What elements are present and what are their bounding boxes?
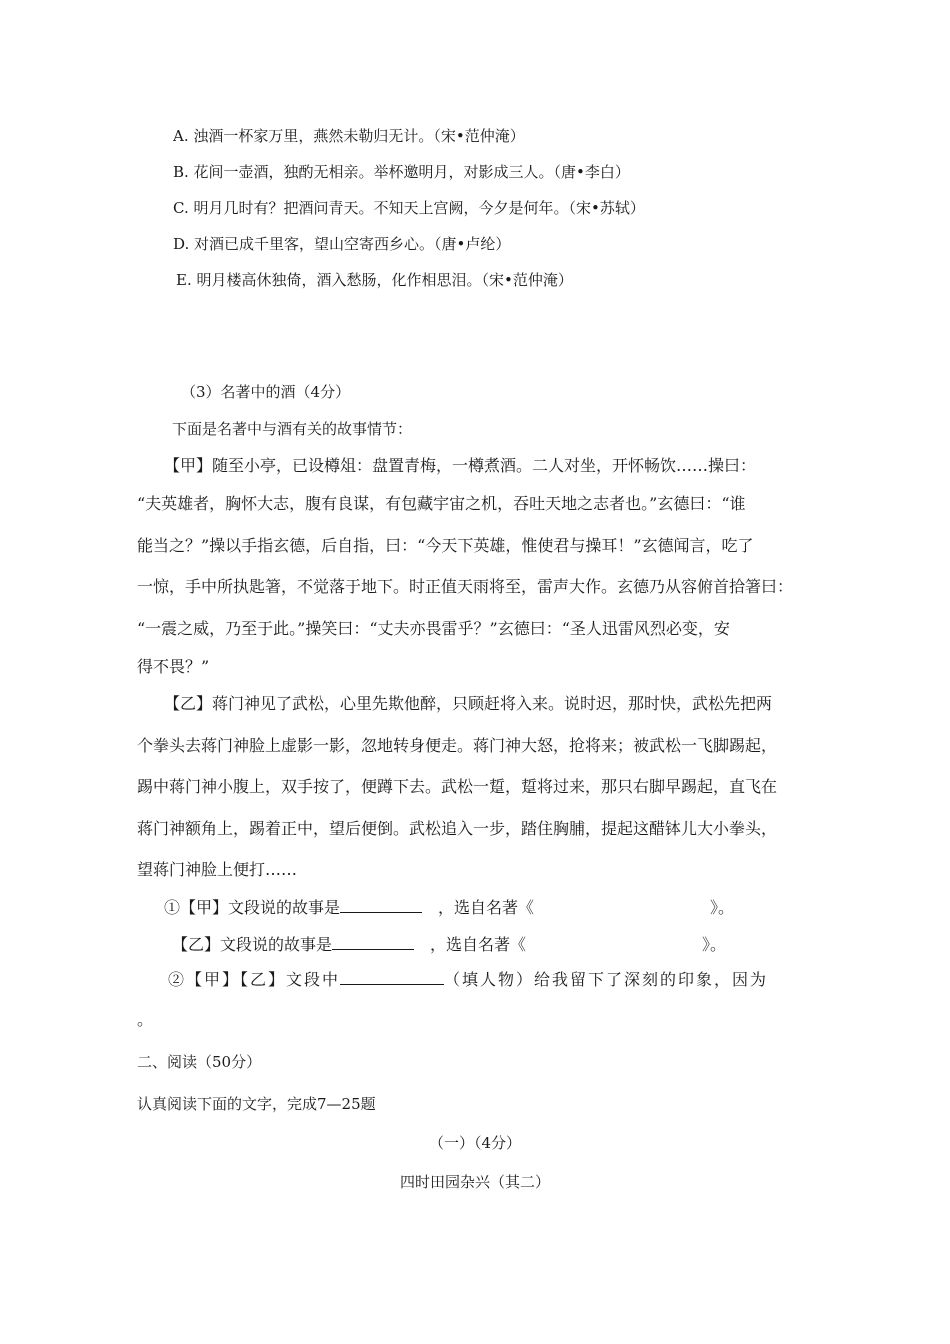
question-1-yi-middle: ，选自名著《 (430, 935, 527, 954)
question-1-jia (164, 896, 734, 918)
section3-heading: （3）名著中的酒（4分） (181, 383, 351, 401)
jia-line-5: “一震之威，乃至于此。”操笑曰：“丈夫亦畏雷乎？”玄德曰：“圣人迅雷风烈必变，安 (137, 619, 730, 638)
question-2-suffix: （填人物）给我留下了深刻的印象，因为 (444, 970, 769, 989)
question-1-yi (172, 933, 726, 955)
jia-line-2: “夫英雄者，胸怀大志，腹有良谋，有包藏宇宙之机，吞吐天地之志者也。”玄德曰：“谁 (137, 494, 746, 513)
jia-line-6: 得不畏？” (137, 657, 210, 676)
jia-line-1: 【甲】随至小亭，已设樽俎：盘置青梅，一樽煮酒。二人对坐，开怀畅饮……操曰： (164, 456, 757, 475)
yi-line-5: 望蒋门神脸上便打…… (137, 860, 298, 879)
question-2-prefix: ②【甲】【乙】文段中 (168, 970, 341, 989)
option-e: E. 明月楼高休独倚，酒入愁肠，化作相思泪。（宋•范仲淹） (176, 271, 573, 289)
option-b: B. 花间一壶酒，独酌无相亲。举杯邀明月，对影成三人。（唐•李白） (173, 163, 630, 181)
option-c: C. 明月几时有？把酒问青天。不知天上宫阙，今夕是何年。（宋•苏轼） (173, 199, 645, 217)
yi-line-1: 【乙】蒋门神见了武松，心里先欺他醉，只顾赶将入来。说时迟，那时快，武松先把两 (164, 694, 773, 713)
sub-heading: （一）（4分） (428, 1134, 522, 1152)
question-2-end: 。 (137, 1010, 154, 1029)
jia-line-3: 能当之？”操以手指玄德，后自指，曰：“今天下英雄，惟使君与操耳！”玄德闻言，吃了 (137, 536, 754, 555)
option-a: A. 浊酒一杯家万里，燕然未勒归无计。（宋•范仲淹） (173, 127, 525, 145)
question-2 (168, 968, 768, 990)
yi-line-4: 蒋门神额角上，踢着正中，望后便倒。武松追入一步，踏住胸脯，提起这醋钵儿大小拳头， (137, 819, 778, 838)
option-d: D. 对酒已成千里客，望山空寄西乡心。（唐•卢纶） (173, 235, 511, 253)
answer-blank-jia-story[interactable] (340, 896, 422, 913)
part2-instruction: 认真阅读下面的文字，完成7—25题 (137, 1095, 376, 1113)
yi-line-3: 踢中蒋门神小腹上，双手按了，便蹲下去。武松一踅，踅将过来，那只右脚早踢起，直飞在 (137, 777, 778, 796)
question-1-jia-suffix: 》。 (710, 898, 735, 917)
section3-intro: 下面是名著中与酒有关的故事情节： (172, 420, 413, 438)
question-1-yi-prefix: 【乙】文段说的故事是 (172, 935, 333, 954)
jia-line-4: 一惊，手中所执匙箸，不觉落于地下。时正值天雨将至，雷声大作。玄德乃从容俯首拾箸曰： (137, 577, 794, 596)
question-1-jia-middle: ，选自名著《 (438, 898, 535, 917)
answer-blank-character[interactable] (340, 968, 444, 985)
question-1-yi-suffix: 》。 (702, 935, 727, 954)
poem-title: 四时田园杂兴（其二） (399, 1173, 550, 1191)
yi-line-2: 个拳头去蒋门神脸上虚影一影，忽地转身便走。蒋门神大怒，抢将来；被武松一飞脚踢起， (137, 736, 778, 755)
part2-heading: 二、阅读（50分） (137, 1053, 262, 1071)
answer-blank-yi-story[interactable] (332, 933, 414, 950)
question-1-jia-prefix: ①【甲】文段说的故事是 (164, 898, 341, 917)
